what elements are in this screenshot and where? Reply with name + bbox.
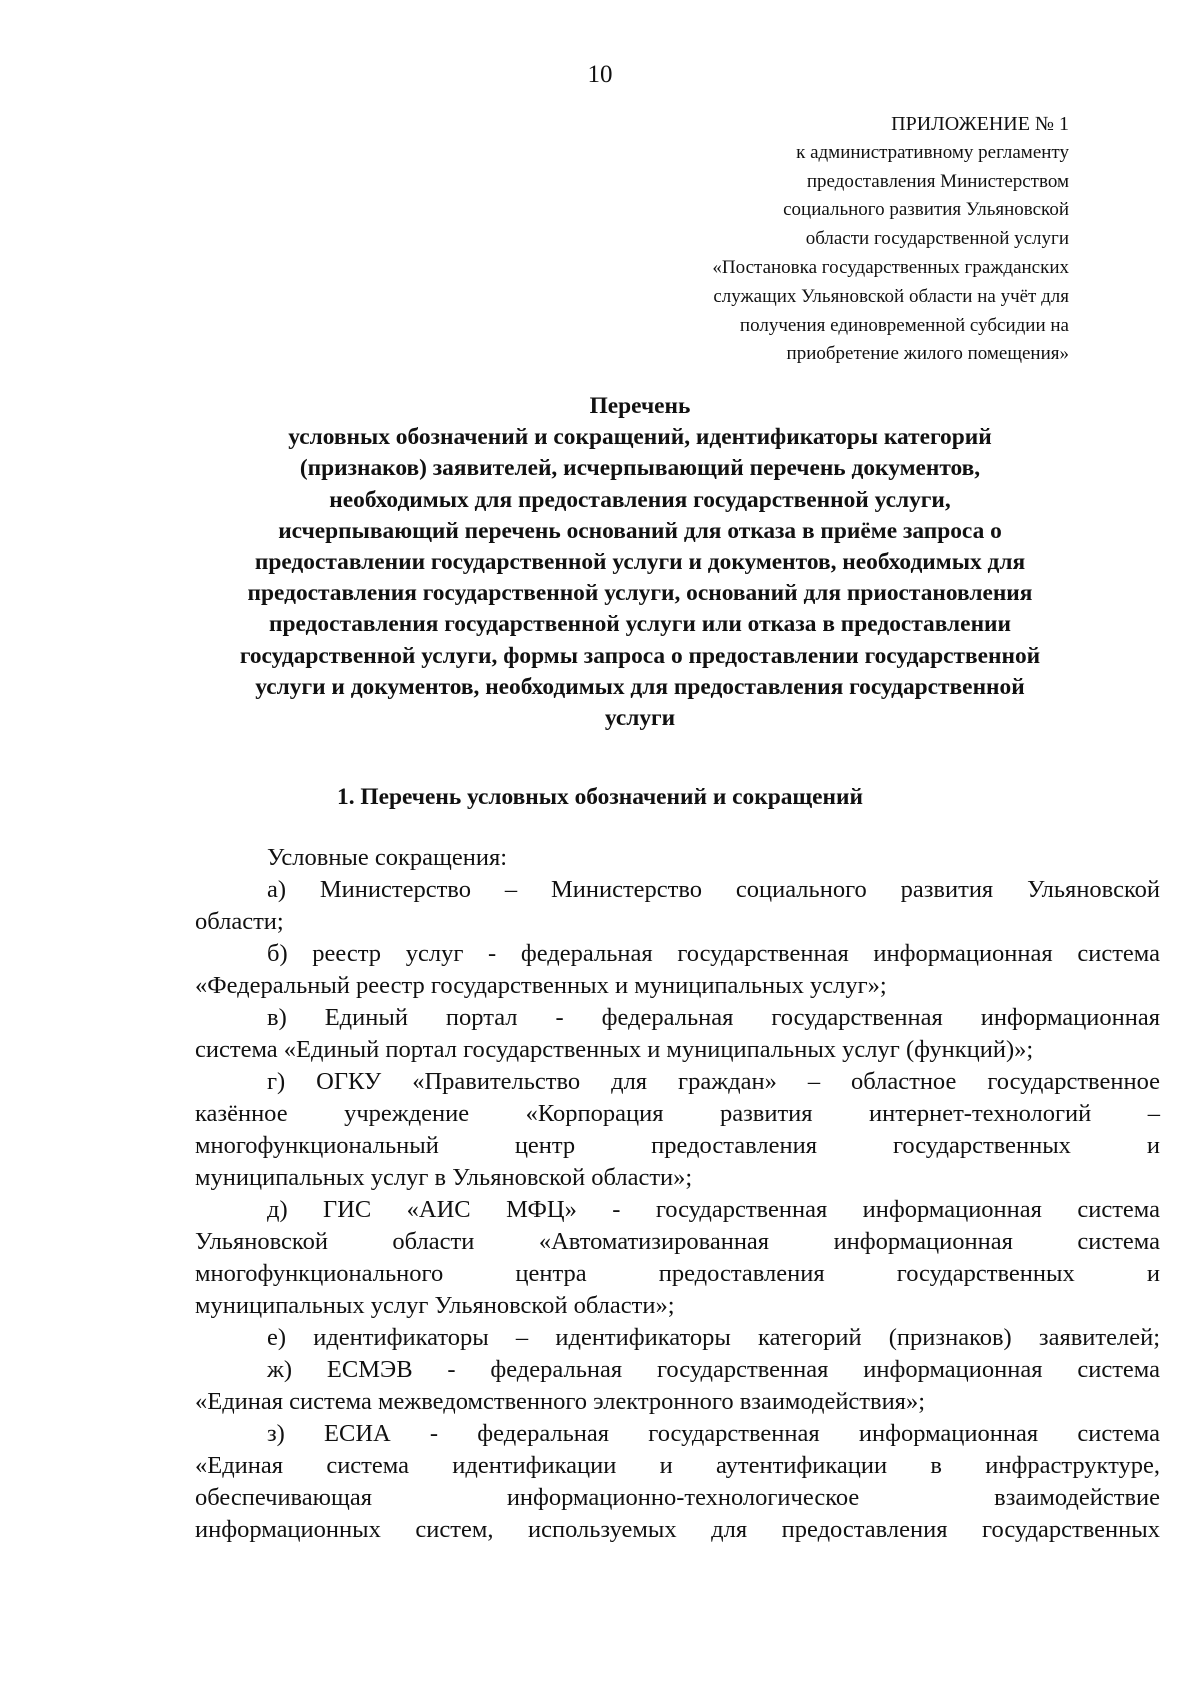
- body-line: система «Единый портал государственных и муниципальных услуг (функций)»;: [195, 1036, 1034, 1063]
- document-title-line: условных обозначений и сокращений, идентификаторы категорий: [288, 424, 992, 451]
- appendix-block: [549, 110, 1069, 369]
- document-title-line: услуги и документов, необходимых для предоставления государственной: [255, 673, 1025, 700]
- body-line: а) Министерство – Министерство социального развития Ульяновской: [267, 876, 1160, 903]
- document-title-line: предоставлении государственной услуги и документов, необходимых для: [254, 549, 1026, 576]
- body-line: «Единая система идентификации и аутентификации в инфраструктуре,: [195, 1452, 1160, 1479]
- body-line: Ульяновской области «Автоматизированная информационная система: [195, 1228, 1160, 1255]
- appendix-line: социального развития Ульяновской: [783, 199, 1069, 221]
- body-line: в) Единый портал - федеральная государственная информационная: [267, 1004, 1160, 1031]
- body-line: муниципальных услуг Ульяновской области»;: [195, 1292, 675, 1319]
- body-line: обеспечивающая информационно-технологическое взаимодействие: [195, 1484, 1160, 1511]
- body-line: г) ОГКУ «Правительство для граждан» – областное государственное: [267, 1068, 1160, 1095]
- appendix-line: приобретение жилого помещения»: [786, 343, 1069, 365]
- document-title-line: предоставления государственной услуги или отказа в предоставлении: [268, 611, 1011, 638]
- body-line: б) реестр услуг - федеральная государственная информационная система: [267, 940, 1160, 967]
- document-title-line: предоставления государственной услуги, оснований для приостановления: [247, 580, 1033, 607]
- body-line: «Единая система межведомственного электронного взаимодействия»;: [195, 1388, 926, 1415]
- body-line: многофункционального центра предоставления государственных и: [195, 1260, 1160, 1287]
- document-title-line: необходимых для предоставления государственной услуги,: [329, 486, 951, 513]
- body-line: многофункциональный центр предоставления государственных и: [195, 1132, 1160, 1159]
- body-line: «Федеральный реестр государственных и муниципальных услуг»;: [195, 972, 887, 999]
- appendix-line: к административному регламенту: [796, 141, 1069, 163]
- body-line: области;: [195, 908, 284, 935]
- document-title-line: (признаков) заявителей, исчерпывающий перечень документов,: [299, 455, 981, 482]
- body-line: муниципальных услуг в Ульяновской области»;: [195, 1164, 693, 1191]
- body-line: информационных систем, используемых для предоставления государственных: [195, 1516, 1160, 1543]
- page-number: 10: [587, 61, 613, 88]
- body-text: [195, 842, 1160, 1546]
- document-title-line: Перечень: [589, 393, 691, 419]
- appendix-line: предоставления Министерством: [806, 170, 1069, 192]
- appendix-line: «Постановка государственных гражданских: [712, 256, 1069, 278]
- body-line: казённое учреждение «Корпорация развития интернет-технологий –: [195, 1100, 1160, 1127]
- document-title-line: государственной услуги, формы запроса о предоставлении государственной: [239, 642, 1041, 669]
- body-line: д) ГИС «АИС МФЦ» - государственная информационная система: [267, 1196, 1160, 1223]
- body-line: е) идентификаторы – идентификаторы категорий (признаков) заявителей;: [267, 1324, 1160, 1351]
- body-line: з) ЕСИА - федеральная государственная информационная система: [267, 1420, 1160, 1447]
- document-title-line: исчерпывающий перечень оснований для отказа в приёме запроса о: [278, 517, 1002, 544]
- document-title: [190, 391, 1090, 734]
- appendix-title: ПРИЛОЖЕНИЕ № 1: [891, 113, 1069, 135]
- document-title-line: услуги: [604, 705, 676, 732]
- body-line: Условные сокращения:: [267, 844, 508, 871]
- section-heading: 1. Перечень условных обозначений и сокращений: [337, 784, 863, 810]
- body-line: ж) ЕСМЭВ - федеральная государственная информационная система: [267, 1356, 1160, 1383]
- appendix-line: служащих Ульяновской области на учёт для: [713, 285, 1069, 307]
- appendix-line: области государственной услуги: [805, 228, 1069, 250]
- appendix-line: получения единовременной субсидии на: [739, 314, 1069, 336]
